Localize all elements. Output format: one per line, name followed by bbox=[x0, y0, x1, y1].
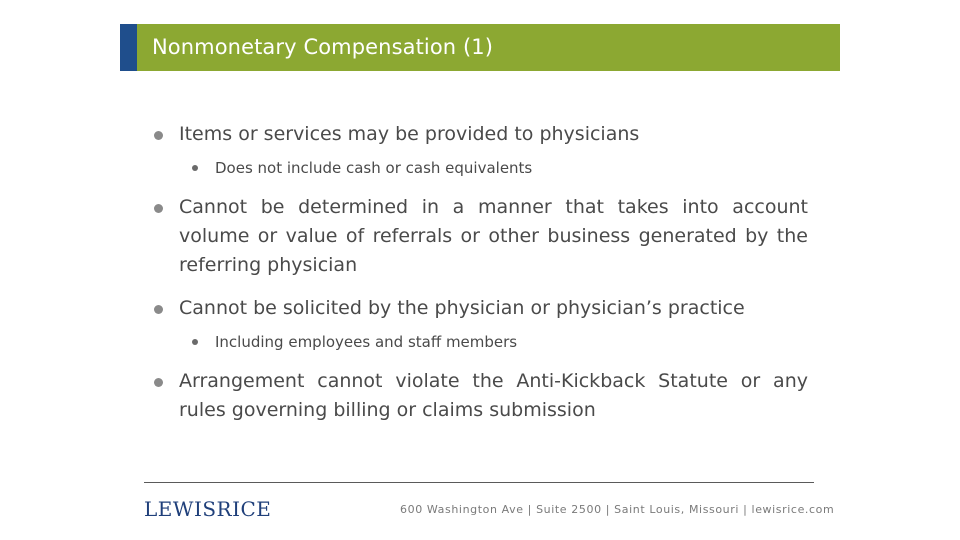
sub-bullet-text: Does not include cash or cash equivalents bbox=[215, 159, 533, 177]
bullet-list bbox=[148, 120, 808, 439]
bullet-item bbox=[148, 120, 808, 149]
title-accent-stripe bbox=[120, 24, 137, 71]
bullet-text: Arrangement cannot violate the Anti-Kickback Statute or any rules governing billing or claims submission bbox=[179, 370, 808, 421]
sub-bullet-item bbox=[188, 331, 808, 353]
footer-divider bbox=[144, 482, 814, 483]
bullet-dot-icon bbox=[154, 204, 163, 213]
lewisrice-logo: LEWISRICE bbox=[144, 497, 272, 521]
bullet-dot-icon bbox=[154, 305, 163, 314]
sub-bullet-text: Including employees and staff members bbox=[215, 333, 518, 351]
bullet-item bbox=[148, 193, 808, 280]
bullet-text: Cannot be solicited by the physician or physician’s practice bbox=[179, 297, 745, 319]
slide-title: Nonmonetary Compensation (1) bbox=[152, 35, 494, 59]
sub-bullet-item bbox=[188, 157, 808, 179]
bullet-text: Cannot be determined in a manner that takes into account volume or value of referrals or other business generated by the referring physician bbox=[179, 196, 808, 276]
bullet-dot-icon bbox=[154, 378, 163, 387]
bullet-item bbox=[148, 367, 808, 425]
footer-contact-info: 600 Washington Ave | Suite 2500 | Saint Louis, Missouri | lewisrice.com bbox=[400, 503, 835, 516]
bullet-text: Items or services may be provided to physicians bbox=[179, 123, 640, 145]
bullet-item bbox=[148, 294, 808, 323]
bullet-dot-icon bbox=[154, 131, 163, 140]
sub-bullet-dot-icon bbox=[192, 339, 198, 345]
sub-bullet-dot-icon bbox=[192, 165, 198, 171]
